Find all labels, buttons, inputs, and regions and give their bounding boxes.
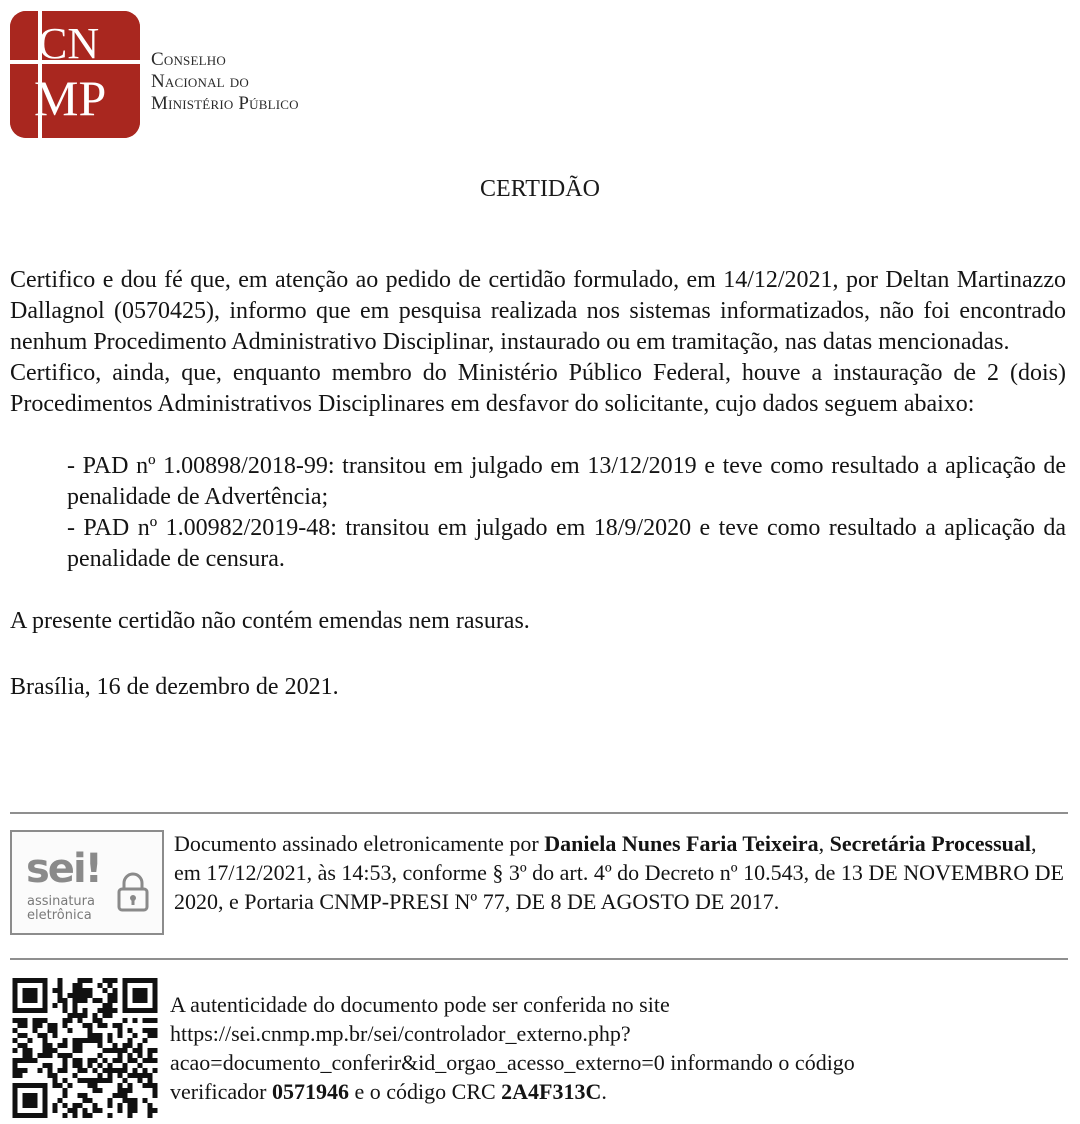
verification-code: 0571946 [272, 1079, 349, 1104]
list-item: - PAD nº 1.00898/2018-99: transitou em julgado em 13/12/2019 e teve como resultado a aplicação de penalidade de Advertência; [67, 453, 1066, 510]
seal-subtitle: assinatura eletrônica [27, 894, 95, 923]
authenticity-notice: A autenticidade do documento pode ser conferida no site https://sei.cnmp.mp.br/sei/controlador_externo.php? acao=documento_conferir&id_orgao_acesso_externo=0 informando o código verificador 0571946 e o código CRC 2A4F313C. [170, 990, 1070, 1106]
seal-logo-text: sei! [26, 846, 101, 892]
org-line-1: Conselho [151, 49, 226, 70]
document-title: CERTIDÃO [480, 176, 600, 202]
paragraph-procedures: Certifico, ainda, que, enquanto membro do Ministério Público Federal, houve a instauração de 2 (dois) Procedimentos Administrativos Disciplinares em desfavor do solicitante, cujo dados seguem abaixo: [10, 360, 1066, 417]
crc-code: 2A4F313C [501, 1079, 602, 1104]
divider-top [10, 812, 1068, 814]
paragraph-request: Certifico e dou fé que, em atenção ao pedido de certidão formulado, em 14/12/2021, por Deltan Martinazzo Dallagnol (0570425), informo que em pesquisa realizada nos sistemas informatizados, não foi encontrado nenhum Procedimento Administrativo Disciplinar, instaurado ou em tramitação, nas datas mencionadas. [10, 267, 1066, 355]
lock-icon [116, 872, 150, 912]
verification-url: https://sei.cnmp.mp.br/sei/controlador_externo.php? [170, 1021, 631, 1046]
signer-role: Secretária Processual [829, 831, 1032, 856]
sei-signature-seal [10, 830, 164, 935]
divider-bottom [10, 958, 1068, 960]
organization-name [151, 49, 299, 115]
org-line-3: Ministério Público [151, 93, 299, 114]
qr-code-icon [12, 978, 158, 1118]
signature-statement: Documento assinado eletronicamente por Daniela Nunes Faria Teixeira, Secretária Processual, em 17/12/2021, às 14:53, conforme § 3º do art. 4º do Decreto nº 10.543, de 13 DE NOVEMBRO DE 2020, e Portaria CNMP-PRESI Nº 77, DE 8 DE AGOSTO DE 2017. [174, 831, 1064, 914]
procedures-list [10, 451, 1066, 575]
list-item: - PAD nº 1.00982/2019-48: transitou em julgado em 18/9/2020 e teve como resultado a aplicação da penalidade de censura. [67, 515, 1066, 572]
logo-text-top: CN [38, 19, 100, 68]
document-body [10, 265, 1066, 703]
cnmp-logo [10, 11, 140, 138]
signer-name: Daniela Nunes Faria Teixeira [544, 831, 819, 856]
place-date: Brasília, 16 de dezembro de 2021. [10, 674, 339, 700]
logo-text-bottom: MP [34, 70, 107, 126]
org-line-2: Nacional do [151, 71, 249, 92]
paragraph-no-amendments: A presente certidão não contém emendas nem rasuras. [10, 608, 530, 634]
